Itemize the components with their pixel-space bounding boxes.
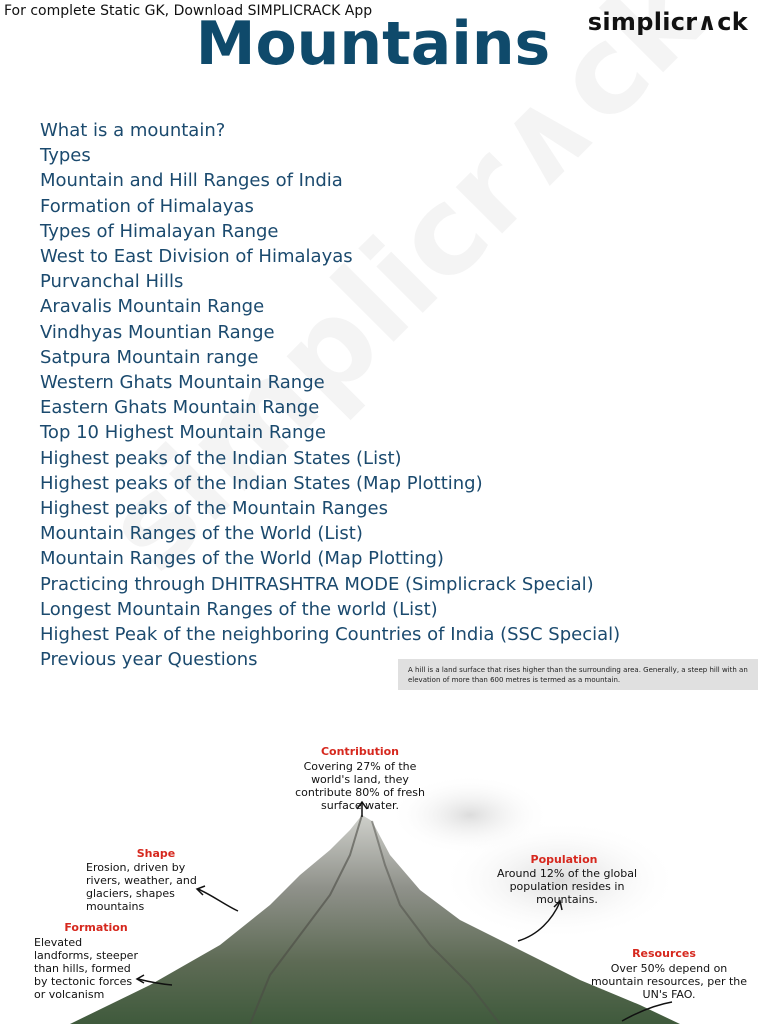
shape-text: Erosion, driven by rivers, weather, and glaciers, shapes mountains: [86, 861, 197, 913]
topic-item[interactable]: Types of Himalayan Range: [40, 220, 279, 242]
formation-text: Elevated landforms, steeper than hills, formed by tectonic forces or volcanism: [34, 936, 138, 1001]
brand-logo: simplicr∧ck: [587, 8, 748, 36]
population-label: Population: [530, 853, 598, 866]
topic-item[interactable]: Highest peaks of the Mountain Ranges: [40, 498, 388, 520]
topic-item[interactable]: Highest peaks of the Indian States (List): [40, 447, 402, 469]
topic-list: [40, 118, 620, 672]
topic-item[interactable]: Mountain Ranges of the World (Map Plotting): [40, 548, 444, 570]
contribution-text: Covering 27% of the world's land, they contribute 80% of fresh surface water.: [295, 760, 425, 812]
topic-item[interactable]: Practicing through DHITRASHTRA MODE (Simplicrack Special): [40, 573, 594, 595]
page-title: Mountains: [195, 9, 551, 79]
mountain-illustration: [0, 705, 768, 1024]
topic-item[interactable]: Formation of Himalayas: [40, 195, 254, 217]
topic-item[interactable]: Eastern Ghats Mountain Range: [40, 397, 320, 419]
topic-item[interactable]: Purvanchal Hills: [40, 271, 184, 293]
topic-item[interactable]: Satpura Mountain range: [40, 346, 259, 368]
resources-label: Resources: [632, 947, 696, 960]
topic-item[interactable]: Aravalis Mountain Range: [40, 296, 265, 318]
topic-item[interactable]: Highest Peak of the neighboring Countries of India (SSC Special): [40, 624, 621, 646]
topic-item[interactable]: Highest peaks of the Indian States (Map Plotting): [40, 472, 483, 494]
contribution-label: Contribution: [320, 745, 400, 758]
topic-item[interactable]: Vindhyas Mountian Range: [40, 321, 275, 343]
definition-callout: A hill is a land surface that rises higher than the surrounding area. Generally, a steep hill with an elevation of more than 600 metres is termed as a mountain.: [398, 659, 758, 690]
topic-item[interactable]: Western Ghats Mountain Range: [40, 372, 325, 394]
topic-item[interactable]: What is a mountain?: [40, 120, 226, 141]
formation-label: Formation: [64, 921, 128, 934]
topic-item[interactable]: Mountain Ranges of the World (List): [40, 523, 363, 545]
download-note: For complete Static GK, Download SIMPLICRACK App: [4, 3, 373, 19]
topic-item[interactable]: Mountain and Hill Ranges of India: [40, 170, 343, 192]
topic-item[interactable]: Top 10 Highest Mountain Range: [40, 422, 326, 444]
topic-item[interactable]: West to East Division of Himalayas: [40, 246, 353, 268]
population-text: Around 12% of the global population resides in mountains.: [496, 867, 638, 906]
topic-item[interactable]: Longest Mountain Ranges of the world (List): [40, 598, 438, 620]
topic-item[interactable]: Previous year Questions: [40, 649, 258, 671]
resources-text: Over 50% depend on mountain resources, per the UN's FAO.: [590, 962, 748, 1001]
shape-label: Shape: [136, 847, 176, 860]
topic-item[interactable]: Types: [40, 145, 91, 167]
